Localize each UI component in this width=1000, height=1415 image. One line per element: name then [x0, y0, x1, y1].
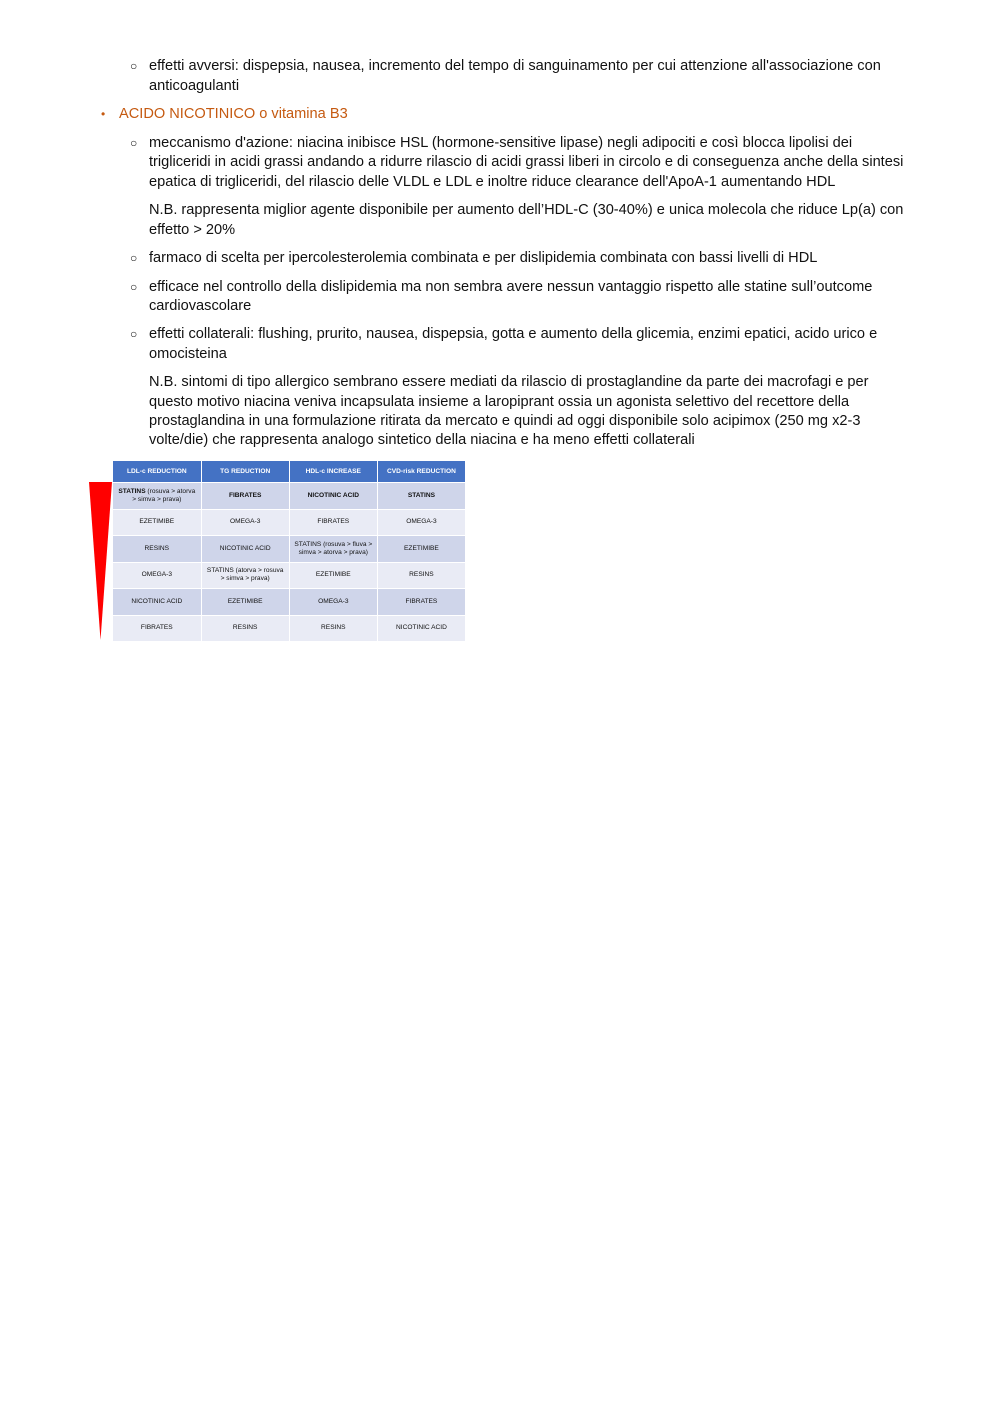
- table-row: [113, 509, 466, 536]
- table-header-cell: HDL-c INCREASE: [289, 461, 377, 483]
- table-cell: RESINS: [377, 562, 465, 589]
- note-2-line-1: N.B. sintomi di tipo allergico sembrano essere mediati da rilascio di prostaglandine da parte dei macrofagi e per: [149, 374, 869, 390]
- table-row: [113, 615, 466, 641]
- table-cell-bold: STATINS: [407, 491, 436, 499]
- table-cell: NICOTINIC ACID: [113, 589, 201, 616]
- table-cell: EZETIMIBE: [113, 509, 201, 536]
- lipid-therapy-table: [113, 461, 466, 641]
- table-cell: FIBRATES: [377, 589, 465, 616]
- table-cell: [201, 483, 289, 510]
- table-cell: EZETIMIBE: [289, 562, 377, 589]
- table-row: [113, 589, 466, 616]
- table-header-cell: CVD-risk REDUCTION: [377, 461, 465, 483]
- table-cell: NICOTINIC ACID: [377, 615, 465, 641]
- table-cell: EZETIMIBE: [377, 536, 465, 563]
- efficacy-line-2: cardiovascolare: [149, 298, 252, 314]
- table-row: [113, 562, 466, 589]
- table-row: [113, 536, 466, 563]
- table-cell-detail: (rosuva > atorva > simva > prava): [132, 487, 196, 503]
- table-cell: RESINS: [289, 615, 377, 641]
- table-cell-bold: FIBRATES: [228, 491, 262, 499]
- note-1-line-2: effetto > 20%: [149, 222, 236, 238]
- table-cell: [113, 483, 201, 510]
- table-cell: OMEGA-3: [377, 509, 465, 536]
- note-2-line-4: volte/die) che rappresenta analogo sintetico della niacina e ha meno effetti collaterali: [149, 432, 695, 448]
- note-2-line-3: prostaglandina in una formulazione ritirata da mercato e quindi ad oggi disponibile solo acipimox (250 mg x2-3: [149, 413, 861, 429]
- decreasing-effect-arrow-icon: [89, 482, 112, 640]
- table-cell: RESINS: [113, 536, 201, 563]
- note-1-line-1: N.B. rappresenta miglior agente disponibile per aumento dell’HDL-C (30-40%) e unica molecola che riduce Lp(a) con: [149, 202, 904, 218]
- dot-bullet-icon: •: [101, 107, 106, 121]
- table-cell: OMEGA-3: [113, 562, 201, 589]
- side-effects-line-2: omocisteina: [149, 346, 227, 362]
- mechanism-line-2: trigliceridi in acidi grassi andando a ridurre rilascio di acidi grassi liberi in circolo e di conseguenza anche della sintesi: [149, 154, 904, 170]
- adverse-effects-line-2: anticoagulanti: [149, 78, 240, 94]
- note-2-line-2: questo motivo niacina veniva incapsulata insieme a laropiprant ossia un agonista selettivo del recettore della: [149, 394, 850, 410]
- circle-bullet-icon: ○: [130, 327, 138, 341]
- table-row: [113, 483, 466, 510]
- circle-bullet-icon: ○: [130, 280, 138, 294]
- mechanism-line-3: epatica di trigliceridi, del rilascio delle VLDL e LDL e inoltre riduce clearance dell'ApoA-1 aumentando HDL: [149, 174, 836, 190]
- adverse-effects-line-1: effetti avversi: dispepsia, nausea, incremento del tempo di sanguinamento per cui attenzione all'associazione con: [149, 58, 881, 74]
- circle-bullet-icon: ○: [130, 59, 138, 73]
- table-cell: RESINS: [201, 615, 289, 641]
- circle-bullet-icon: ○: [130, 251, 138, 265]
- side-effects-line-1: effetti collaterali: flushing, prurito, nausea, dispepsia, gotta e aumento della glicemia, enzimi epatici, acido urico e: [149, 326, 878, 342]
- section-heading: ACIDO NICOTINICO o vitamina B3: [119, 106, 348, 122]
- mechanism-line-1: meccanismo d'azione: niacina inibisce HSL (hormone-sensitive lipase) negli adipociti e così blocca lipolisi dei: [149, 135, 853, 151]
- drug-of-choice-line: farmaco di scelta per ipercolesterolemia combinata e per dislipidemia combinata con bassi livelli di HDL: [149, 250, 818, 266]
- table-header-cell: TG REDUCTION: [201, 461, 289, 483]
- table-cell-bold: NICOTINIC ACID: [307, 491, 360, 499]
- table-header-row: [113, 461, 466, 483]
- table-cell-bold: STATINS: [118, 487, 146, 495]
- table-cell: STATINS (rosuva > fluva > simva > atorva > prava): [289, 536, 377, 563]
- table-cell: NICOTINIC ACID: [201, 536, 289, 563]
- table-cell: [289, 483, 377, 510]
- table-cell: FIBRATES: [113, 615, 201, 641]
- table-cell: [377, 483, 465, 510]
- table-cell: STATINS (atorva > rosuva > simva > prava): [201, 562, 289, 589]
- table-header-cell: LDL-c REDUCTION: [113, 461, 201, 483]
- circle-bullet-icon: ○: [130, 136, 138, 150]
- table-cell: FIBRATES: [289, 509, 377, 536]
- table-cell: OMEGA-3: [201, 509, 289, 536]
- table-cell: OMEGA-3: [289, 589, 377, 616]
- table-cell: EZETIMIBE: [201, 589, 289, 616]
- efficacy-line-1: efficace nel controllo della dislipidemia ma non sembra avere nessun vantaggio rispetto alle statine sull’outcome: [149, 279, 873, 295]
